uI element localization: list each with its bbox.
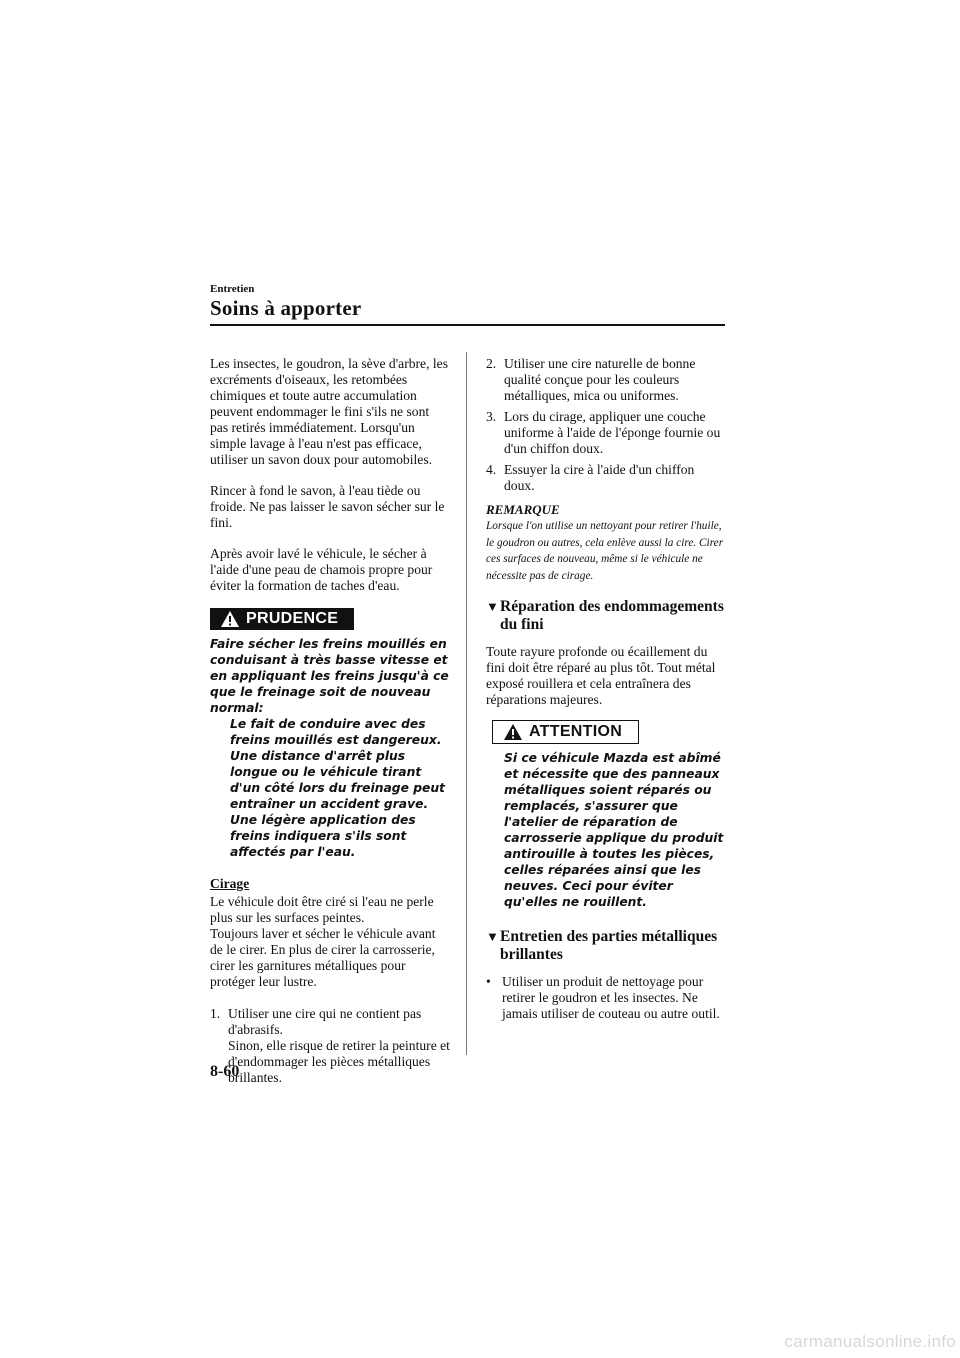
watermark: carmanualsonline.info <box>784 1332 956 1351</box>
bullet-icon: • <box>486 974 491 989</box>
cirage-section <box>210 876 450 1086</box>
attention-label: ATTENTION <box>529 723 623 740</box>
section-heading-text: Réparation des endommagements du fini <box>500 598 724 633</box>
list-item <box>486 356 726 404</box>
list-text: Essuyer la cire à l'aide d'un chiffon doux. <box>504 462 695 493</box>
list-item <box>486 409 726 457</box>
paragraph-dry: Après avoir lavé le véhicule, le sécher à l'aide d'une peau de chamois propre pour éviter la formation de taches d'eau. <box>210 546 433 593</box>
left-column <box>210 356 450 1091</box>
warning-triangle-icon <box>503 723 523 741</box>
column-divider <box>466 352 467 1055</box>
right-column <box>486 356 726 1022</box>
list-text: Utiliser une cire qui ne contient pas d'abrasifs. <box>228 1006 422 1037</box>
repair-paragraph: Toute rayure profonde ou écaillement du fini doit être réparé au plus tôt. Tout métal exposé rouillera et cela entraînera des réparations majeures. <box>486 644 716 707</box>
list-number: 2. <box>486 356 497 371</box>
list-item <box>210 1006 450 1086</box>
remarque-title: REMARQUE <box>486 502 560 517</box>
section-heading-repair <box>486 598 726 634</box>
cirage-paragraph-1: Le véhicule doit être ciré si l'eau ne perle plus sur les surfaces peintes. <box>210 894 434 925</box>
attention-box <box>486 720 726 910</box>
section-heading-text: Entretien des parties métalliques brillantes <box>500 928 718 963</box>
prudence-bold-text: Faire sécher les freins mouillés en conduisant à très basse vitesse et en appliquant les freins jusqu'à ce que le freinage soit de nouveau normal: <box>210 637 449 715</box>
list-text: Utiliser une cire naturelle de bonne qualité conçue pour les couleurs métalliques, mica ou uniformes. <box>504 356 696 403</box>
cirage-paragraph-2: Toujours laver et sécher le véhicule avant de le cirer. En plus de cirer la carrosserie, cirer les garnitures métalliques pour protéger leur lustre. <box>210 926 436 989</box>
triangle-down-icon: ▼ <box>486 599 499 614</box>
bullet-text: Utiliser un produit de nettoyage pour retirer le goudron et les insectes. Ne jamais utiliser de couteau ou autre outil. <box>502 974 720 1021</box>
warning-triangle-icon <box>220 610 240 628</box>
title-rule <box>210 324 725 326</box>
bullet-item <box>486 974 726 1022</box>
paragraph-rinse: Rincer à fond le savon, à l'eau tiède ou froide. Ne pas laisser le savon sécher sur le fini. <box>210 483 445 530</box>
list-text-continued: Sinon, elle risque de retirer la peinture et d'endommager les pièces métalliques brillantes. <box>228 1038 450 1085</box>
prudence-label: PRUDENCE <box>246 610 339 627</box>
attention-badge <box>492 720 639 744</box>
prudence-body: Le fait de conduire avec des freins mouillés est dangereux. Une distance d'arrêt plus longue ou le véhicule tirant d'un côté lors du freinage peut entraîner un accident grave. Une légère application des freins indiquera s'ils sont affectés par l'eau. <box>230 717 445 859</box>
remarque-text: Lorsque l'on utilise un nettoyant pour retirer l'huile, le goudron ou autres, cela enlève aussi la cire. Cirer ces surfaces de nouveau, même si le véhicule ne nécessite pas de cirage. <box>486 520 724 582</box>
section-heading-metal <box>486 928 726 964</box>
page-number: 8-60 <box>210 1063 240 1080</box>
attention-body: Si ce véhicule Mazda est abîmé et nécessite que des panneaux métalliques soient réparés ou remplacés, s'assurer que l'atelier de réparation de carrosserie applique du produit antirouille à toutes les pièces, celles réparées ainsi que les neuves. Ceci pour éviter qu'elles ne rouillent. <box>504 751 724 909</box>
list-text: Lors du cirage, appliquer une couche uniforme à l'aide de l'éponge fournie ou d'un chiffon doux. <box>504 409 721 456</box>
section-label: Entretien <box>210 283 255 295</box>
prudence-box <box>210 608 450 860</box>
triangle-down-icon: ▼ <box>486 929 499 944</box>
prudence-badge <box>210 608 354 630</box>
list-number: 1. <box>210 1006 221 1021</box>
list-number: 4. <box>486 462 497 477</box>
list-number: 3. <box>486 409 497 424</box>
page-title: Soins à apporter <box>210 296 362 320</box>
paragraph-insects: Les insectes, le goudron, la sève d'arbre, les excréments d'oiseaux, les retombées chimiques et toute autre accumulation peuvent endommager le fini s'ils ne sont pas retirés immédiatement. Lorsqu'un simple lavage à l'eau n'est pas efficace, utiliser un savon doux pour automobiles. <box>210 356 448 467</box>
cirage-heading: Cirage <box>210 876 250 891</box>
list-item <box>486 462 726 494</box>
